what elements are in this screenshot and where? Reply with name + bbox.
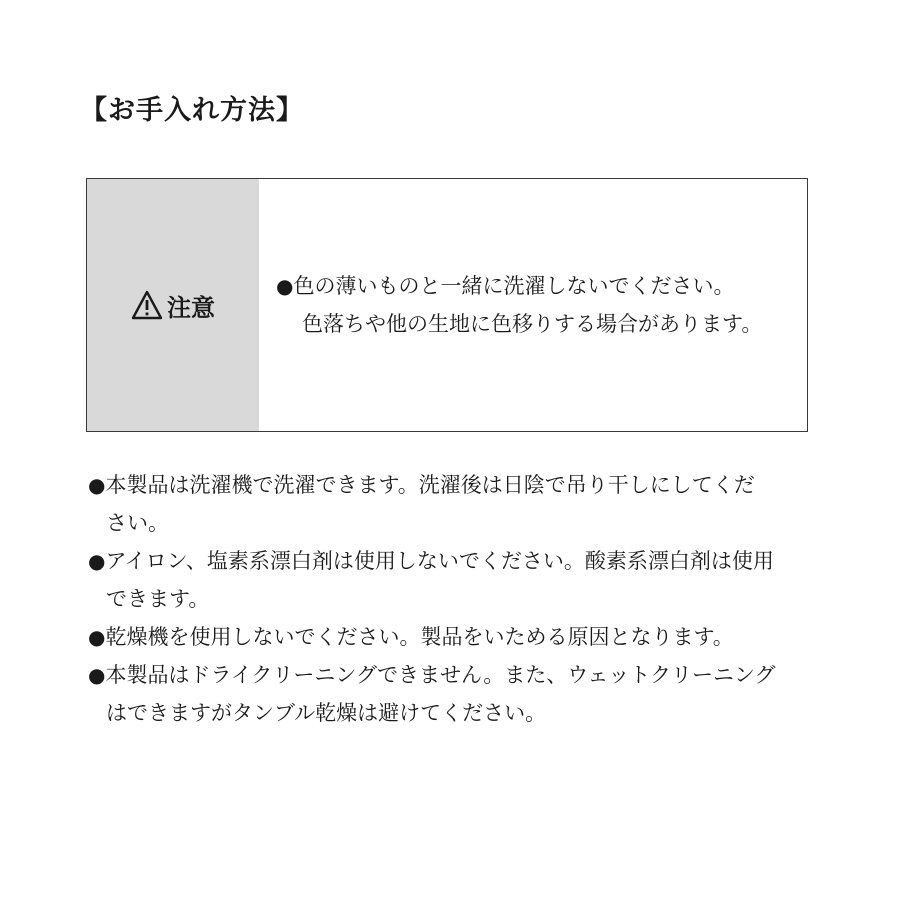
caution-line: ●色の薄いものと一緒に洗濯しないでください。: [276, 274, 735, 298]
bullet-icon: ●: [88, 663, 106, 687]
caution-label: 注意: [167, 293, 215, 322]
caution-text: [259, 179, 807, 431]
bullet-icon: ●: [88, 549, 106, 573]
caution-box: [86, 178, 808, 432]
page-title: 【お手入れ方法】: [80, 95, 304, 126]
list-item: ●本製品はドライクリーニングできません。また、ウェットクリーニング はできますがタンブル乾燥は避けてください。: [88, 663, 776, 725]
bullet-icon: ●: [88, 625, 106, 649]
caution-line: 色落ちや他の生地に色移りする場合があります。: [302, 312, 763, 336]
list-item: ●乾燥機を使用しないでください。製品をいためる原因となります。: [88, 625, 734, 649]
caution-label-cell: [87, 179, 259, 431]
list-item: ●本製品は洗濯機で洗濯できます。洗濯後は日陰で吊り干しにしてくだ さい。: [88, 473, 755, 535]
warning-triangle-icon: [131, 290, 163, 320]
bullet-icon: ●: [88, 473, 106, 497]
list-item: ●アイロン、塩素系漂白剤は使用しないでください。酸素系漂白剤は使用 できます。: [88, 549, 774, 611]
bullet-icon: ●: [276, 274, 294, 298]
care-instructions-list: [88, 466, 828, 732]
